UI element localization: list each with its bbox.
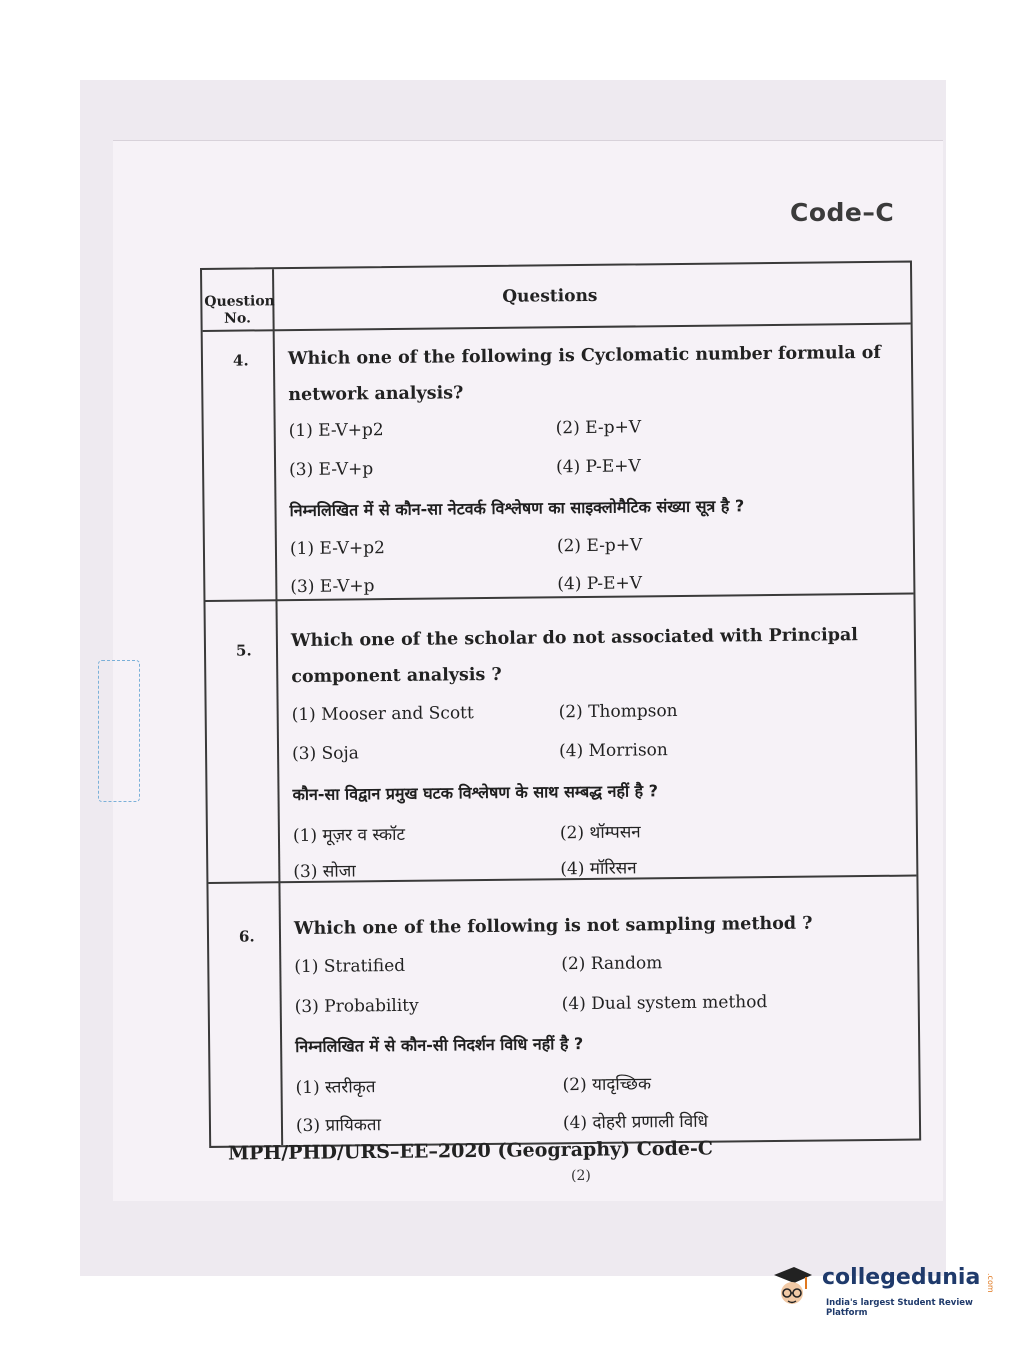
question-row [203, 323, 914, 600]
hindi-option-4: (4) P-E+V [557, 573, 643, 595]
hindi-option-3: (3) प्रायिकता [295, 1115, 382, 1137]
logo-wordmark: collegedunia [822, 1265, 981, 1290]
question-number: 4. [232, 351, 249, 370]
hindi-option-2: (2) यादृच्छिक [562, 1074, 652, 1096]
option-1: (1) Stratified [294, 955, 406, 978]
hindi-question-text: निम्नलिखित में से कौन-सी निदर्शन विधि नहीं है ? [295, 1034, 584, 1057]
hindi-option-1: (1) मूज़र व स्कॉट [292, 824, 406, 847]
hindi-option-4: (4) मॉरिसन [560, 858, 637, 880]
question-table [200, 261, 921, 1148]
question-text: Which one of the following is Cyclomatic number formula of network analysis? [287, 342, 881, 406]
page-number: (2) [571, 1168, 591, 1184]
question-text: Which one of the scholar do not associated with Principal component analysis ? [290, 625, 859, 688]
hindi-option-2: (2) E-p+V [556, 535, 643, 557]
option-3: (3) Probability [294, 995, 419, 1018]
hindi-option-4: (4) दोहरी प्रणाली विधि [562, 1111, 709, 1134]
option-4: (4) Morrison [558, 740, 668, 762]
question-number: 5. [235, 641, 252, 660]
option-1: (1) E-V+p2 [288, 420, 384, 442]
hindi-option-2: (2) थॉम्पसन [559, 822, 641, 844]
option-3: (3) E-V+p [289, 459, 374, 481]
paper-code: Code–C [790, 198, 895, 227]
logo-domain: .com [986, 1273, 995, 1293]
logo-tagline: India's largest Student Review Platform [826, 1298, 973, 1318]
question-row [205, 593, 916, 884]
option-3: (3) Soja [291, 743, 359, 765]
hindi-option-1: (1) E-V+p2 [289, 538, 385, 560]
option-2: (2) Random [561, 953, 663, 975]
hindi-option-3: (3) E-V+p [290, 576, 375, 598]
option-2: (2) Thompson [558, 701, 678, 723]
option-4: (4) Dual system method [561, 992, 768, 1015]
header-question-no: Question No. [204, 293, 275, 327]
hindi-question-text: निम्नलिखित में से कौन-सा नेटवर्क विश्लेषण का साइक्लोमैटिक संख्या सूत्र है ? [289, 496, 745, 521]
hindi-option-3: (3) सोजा [293, 861, 356, 883]
graduate-mascot-icon [770, 1263, 814, 1313]
question-text: Which one of the following is not sampling method ? [293, 913, 813, 940]
collegedunia-logo[interactable] [770, 1255, 1000, 1335]
question-row [208, 875, 919, 1150]
option-4: (4) P-E+V [556, 456, 641, 478]
option-2: (2) E-p+V [555, 417, 642, 439]
header-questions: Questions [502, 285, 598, 307]
footer-title: MPH/PHD/URS–EE–2020 (Geography) Code-C [227, 1137, 714, 1165]
hindi-option-1: (1) स्तरीकृत [295, 1077, 376, 1099]
option-1: (1) Mooser and Scott [291, 703, 474, 726]
stamp [98, 660, 140, 802]
table-header [202, 263, 911, 332]
question-number: 6. [238, 927, 255, 946]
hindi-question-text: कौन-सा विद्वान प्रमुख घटक विश्लेषण के साथ सम्बद्ध नहीं है ? [292, 781, 659, 805]
